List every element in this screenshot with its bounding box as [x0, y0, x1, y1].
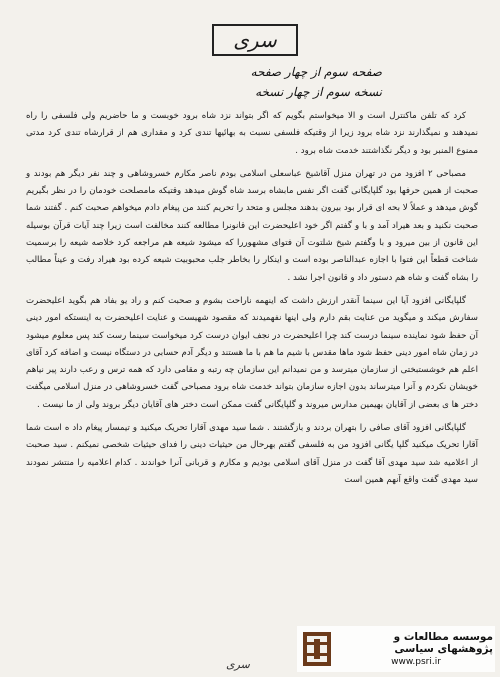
org-name: موسسه مطالعات و پژوهشهای سیاسی — [393, 631, 493, 655]
paragraph-3: گلپایگانی افزود آیا این سینما آنقدر ارزش داشت که اینهمه ناراحت بشوم و صحبت کنم و راد یو بفاد هم بگوید اعلیحضرت سفارش میکند و میگوید من عنایت بقم دارم ولی اینها نفهمیدند که مقصود شهیست و عنایت اعلیحضرت به اینستکه امور دینی آن حفظ شود نماینده سینما درست کند چرا اعلیحضرت در نجف ایوان درست کرد میخواست سینما رست کند پس معلوم میشود در زمان شاه امور دینی حفظ شود ماها مقدس با شیم ما هم با ما هستند و دیگر آدم حسابی در دستگاه نیست و اضافه کرد آقای اعلم هم خوشستبختی از سازمان میترسد و من نمیدانم این سازمان چه رتبه و مقامی دارد که همه ترس و رعب دارند پیر نیاهم خویشان نکردم و آنرا میترساند بدون اجازه سازمان بتواند خدمت شاه برود مصباحی گفت خسروشاهی در منزل اسلامی میگفت دختر ها ی بعضی از آقایان بهیمین مدارس میروند و گلپایگانی گفت ممکن است دختر های آقایان دیگر بروند ولی از ما نیست . — [26, 295, 478, 410]
handwritten-copy-note: نسخه سوم از چهار نسخه — [255, 85, 382, 99]
bottom-handwritten-mark: سری — [226, 658, 250, 671]
watermark-logo — [297, 626, 495, 672]
handwritten-page-note: صفحه سوم از چهار صفحه — [250, 65, 382, 79]
paragraph-2: مصباحی ۲ افزود من در تهران منزل آقاشیخ عباسعلی اسلامی بودم ناصر مکارم خسروشاهی و چند نفر دیگر هم بودند و صحبت از همین حرفها بود گلپایگانی گفت اگر نفس مابشاه برسد شاه گوش میدهد وقتیکه مامصلحت خودمان را در نظر بگیریم گوش میدهد و عملاً لا بحه ای قرار بود بیرون بدهند مجلس و متحد را تحریم کنند من پیغام دادم میخواهم صحبت کنم . گفتند شما صحبت نکنید و بعد هیراد آمد و با و گفتم اگر خود اعلیحضرت این قانونرا مطالعه کنند مخالفت است زیرا چند آیات قرآن بوسیله این قانون از بین میرود و با وگفتم شیخ شلتوت آن فتوای مشهوررا که میشود شیعه هم مراجعه کرد خلاصه شیعه را برسمیت شناخت قطعاً این فتوا با اجازه عبدالناصر بوده است و اینکار را بخاطر جلب محبوبیت شیعه کرده بود هیراد رفت و عیناً مطالب را بشاه گفت و شاه هم دستور داد و قانون اجرا نشد . — [26, 168, 478, 283]
logo-text-block — [339, 631, 495, 667]
org-url: www.psri.ir — [391, 657, 441, 667]
stamp-text: سری — [233, 28, 277, 52]
report-body — [26, 108, 478, 495]
paragraph-4: گلپایگانی افزود آقای صافی را بتهران بردند و بازگشتند . شما سید مهدی آقارا تحریک میکنید و تیمسار پیغام داد ه است شما آقارا تحریک میکنید گلپا یگانی افزود من به فلسفی گفتم بهرحال من حیثیات دینی را فدای حیثیات شخصی نمیکنم . سید صحبت از اعلامیه شد سید مهدی آقا گفت در منزل آقای اسلامی بودیم و مکارم و قربانی آنرا خواندند . کدام اعلامیه را منتشر نمودند سید مهدی گفت واقع آنهم همین است — [26, 423, 478, 485]
classification-stamp — [212, 24, 298, 56]
institute-emblem-icon — [301, 630, 333, 668]
paragraph-1: کرد که تلفن ماکنترل است و الا میخواستم بگویم که اگر بتواند نزد شاه برود خوبست و ما حاضریم ولی فلسفی را راه نمیدهند و نمیگذارند نزد شاه برود زیرا از وقتیکه فلسفی نسبت به بهائیها تندی کرد و مقداری هم از قرارشاه تندی کرد مدتی ممنوع المنبر بود و دیگر نگذاشتند خدمت شاه برود . — [26, 111, 478, 156]
